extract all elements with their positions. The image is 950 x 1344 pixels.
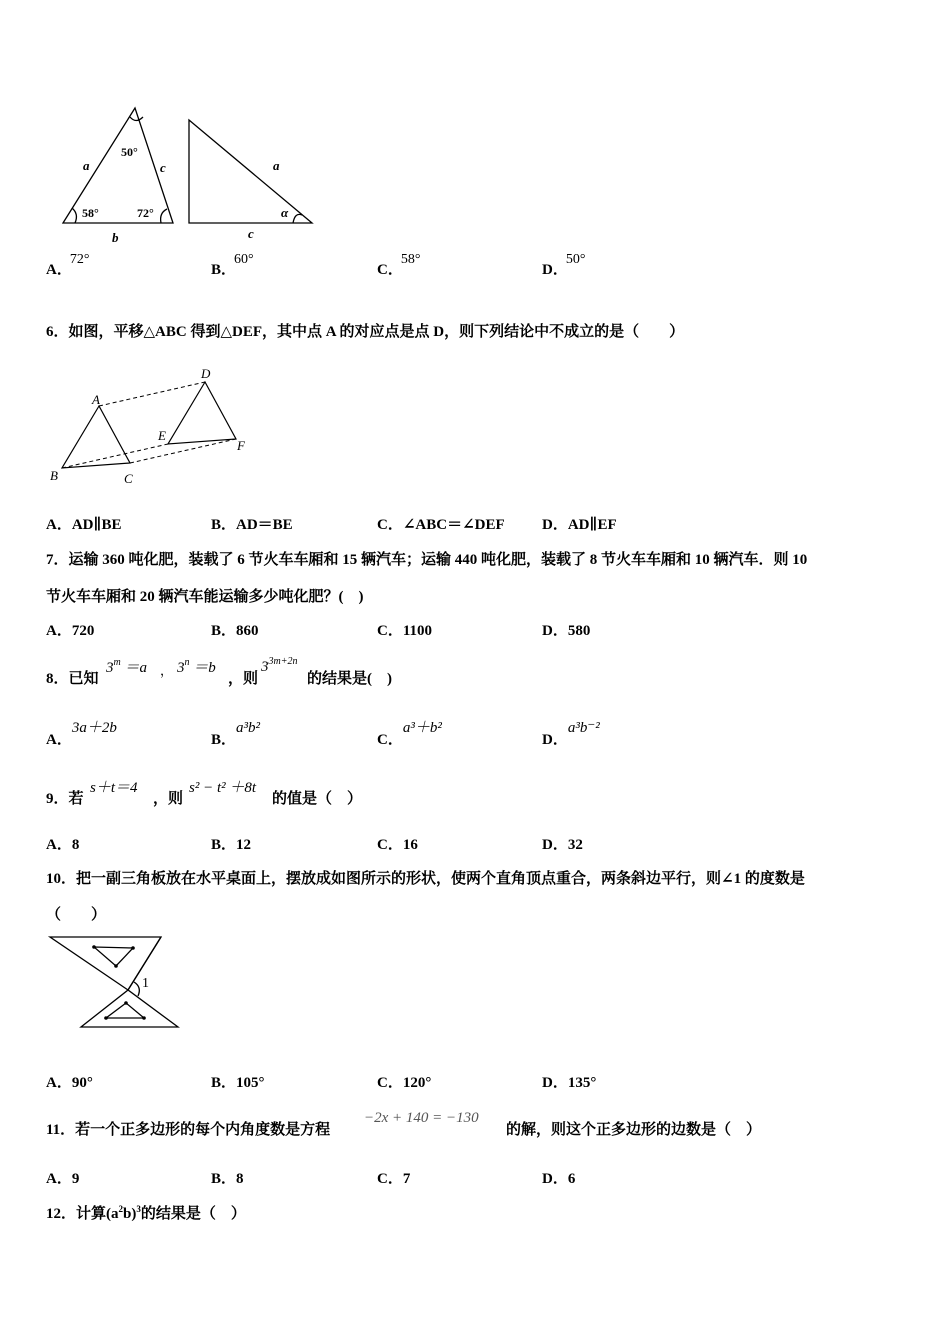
q5-t2-side-c: c [248,226,254,241]
option-letter: D． [542,837,568,853]
q10-option-c[interactable] [377,1071,431,1092]
q8-suffix: 的结果是( ) [307,671,392,687]
q10-option-a[interactable] [46,1071,93,1092]
option-value: 120° [402,1075,432,1091]
option-letter: C． [377,1075,403,1091]
q7-stem-line2: 节火车车厢和 20 辆汽车能运输多少吨化肥？( ) [46,589,364,605]
option-letter: A． [46,732,72,748]
q8-sep: ， [160,663,174,678]
q11-equation: −2x + 140 = −130 [364,1110,479,1126]
q9-option-d[interactable] [542,833,583,854]
option-letter: D． [542,1075,568,1091]
option-value: 6 [567,1171,576,1187]
q9-prefix: 9．若 [46,791,84,807]
option-letter: C． [377,517,403,533]
option-letter: B． [211,262,237,278]
option-value: 860 [236,623,259,639]
q5-option-a[interactable] [46,252,91,279]
q6-option-d[interactable] [542,513,617,534]
option-letter: C． [377,262,403,278]
q11-suffix: 的解，则这个正多边形的边数是（ ） [506,1122,762,1138]
option-value: 9 [71,1171,80,1187]
option-value: AD∥EF [567,517,617,533]
q10-stem-line2: （ ） [46,907,107,923]
q8-mid: ，则 [228,671,259,687]
option-value: a³b⁻² [567,720,600,736]
q5-option-c[interactable] [377,252,422,279]
q10-angle-label: 1 [142,976,149,991]
q11-option-c[interactable] [377,1167,410,1188]
option-letter: A． [46,1075,72,1091]
option-value: 135° [567,1075,597,1091]
option-letter: C． [377,623,403,639]
option-letter: A． [46,1171,72,1187]
option-letter: B． [211,623,237,639]
option-value: 72° [69,252,90,267]
option-value: ∠ABC＝∠DEF [402,517,505,533]
option-letter: A． [46,623,72,639]
q8-option-a[interactable] [46,716,117,748]
option-value: 50° [565,252,586,267]
option-letter: B． [211,1075,237,1091]
q9-option-b[interactable] [211,833,251,854]
option-value: 90° [71,1075,93,1091]
option-value: 12 [236,837,252,853]
option-letter: A． [46,262,72,278]
option-letter: D． [542,623,568,639]
q10-option-d[interactable] [542,1071,596,1092]
q5-t1-side-c: c [160,160,166,175]
option-value: a³b² [236,720,261,736]
q6-option-c[interactable] [377,513,505,534]
q9-expression: s² − t² ＋8t [189,780,257,796]
q11-option-b[interactable] [211,1167,244,1188]
q9-suffix: 的值是（ ） [272,791,363,807]
q9-option-c[interactable] [377,833,418,854]
q7-option-d[interactable] [542,619,590,640]
q6-label-f: F [237,438,245,453]
option-letter: C． [377,837,403,853]
option-value: 58° [400,252,421,267]
q11-option-a[interactable] [46,1167,79,1188]
q6-label-d: D [201,366,211,381]
q8-expr2: 3$^n$ ＝b [177,657,216,676]
q8-option-d[interactable] [542,716,600,748]
q8-expr3: $3^{3m+2n}$ [261,656,298,675]
option-letter: C． [377,732,403,748]
q5-figure [55,100,325,250]
q8-option-c[interactable] [377,716,442,748]
option-value: 32 [567,837,583,853]
option-letter: A． [46,837,72,853]
option-letter: B． [211,837,237,853]
q5-t1-side-b: b [112,230,119,245]
q9-option-a[interactable] [46,833,79,854]
option-value: 3a＋2b [71,720,117,736]
q5-t1-angle-left: 58° [82,206,99,220]
option-letter: B． [211,1171,237,1187]
q10-option-b[interactable] [211,1071,265,1092]
q5-t1-side-a: a [83,158,90,173]
option-value: a³＋b² [402,720,442,736]
q7-option-a[interactable] [46,619,94,640]
q5-t2-angle: α [281,205,289,220]
option-letter: B． [211,517,237,533]
q7-option-c[interactable] [377,619,432,640]
option-value: AD∥BE [71,517,122,533]
q11-prefix: 11．若一个正多边形的每个内角度数是方程 [46,1122,331,1138]
option-letter: D． [542,262,568,278]
q6-option-a[interactable] [46,513,121,534]
q6-label-c: C [124,471,133,486]
option-letter: B． [211,732,237,748]
option-value: 60° [234,252,254,267]
q7-option-b[interactable] [211,619,259,640]
option-value: 105° [236,1075,265,1091]
option-value: 8 [71,837,80,853]
q6-label-e: E [158,428,166,443]
q10-stem-line1: 10．把一副三角板放在水平桌面上，摆放成如图所示的形状，使两个直角顶点重合，两条斜边平行，则∠1 的度数是 [46,871,805,887]
option-value: 16 [402,837,418,853]
q5-option-d[interactable] [542,252,587,279]
q6-label-a: A [92,392,100,407]
q6-figure [44,360,264,490]
q5-t1-angle-right: 72° [137,206,154,220]
q6-label-b: B [50,468,58,483]
q8-prefix: 8．已知 [46,671,99,687]
option-letter: A． [46,517,72,533]
option-letter: D． [542,1171,568,1187]
q9-condition: s＋t＝4 [90,780,138,796]
option-value: 580 [567,623,591,639]
q9-mid: ，则 [153,791,184,807]
q6-stem: 6．如图，平移△ABC 得到△DEF，其中点 A 的对应点是点 D，则下列结论中不成立的是（ ） [46,324,685,340]
q5-option-b[interactable] [211,252,256,279]
q7-stem-line1: 7．运输 360 吨化肥，装载了 6 节火车车厢和 15 辆汽车；运输 440 吨化肥，装载了 8 节火车车厢和 10 辆汽车．则 10 [46,552,808,568]
option-value: 1100 [402,623,433,639]
q11-option-d[interactable] [542,1167,575,1188]
q5-t1-angle-top: 50° [121,145,138,159]
option-value: AD＝BE [236,517,293,533]
q6-option-b[interactable] [211,513,293,534]
option-letter: D． [542,517,568,533]
option-value: 7 [402,1171,411,1187]
option-value: 8 [236,1171,244,1187]
q12-stem: 12．计算$(a^2b)^3$的结果是（ ） [46,1204,246,1222]
option-letter: D． [542,732,568,748]
q10-figure [46,930,186,1035]
q5-t2-side-a: a [273,158,280,173]
option-letter: C． [377,1171,403,1187]
q8-option-b[interactable] [211,716,261,748]
option-value: 720 [71,623,95,639]
q8-expr1: 3$^m$ ＝a [106,657,147,676]
